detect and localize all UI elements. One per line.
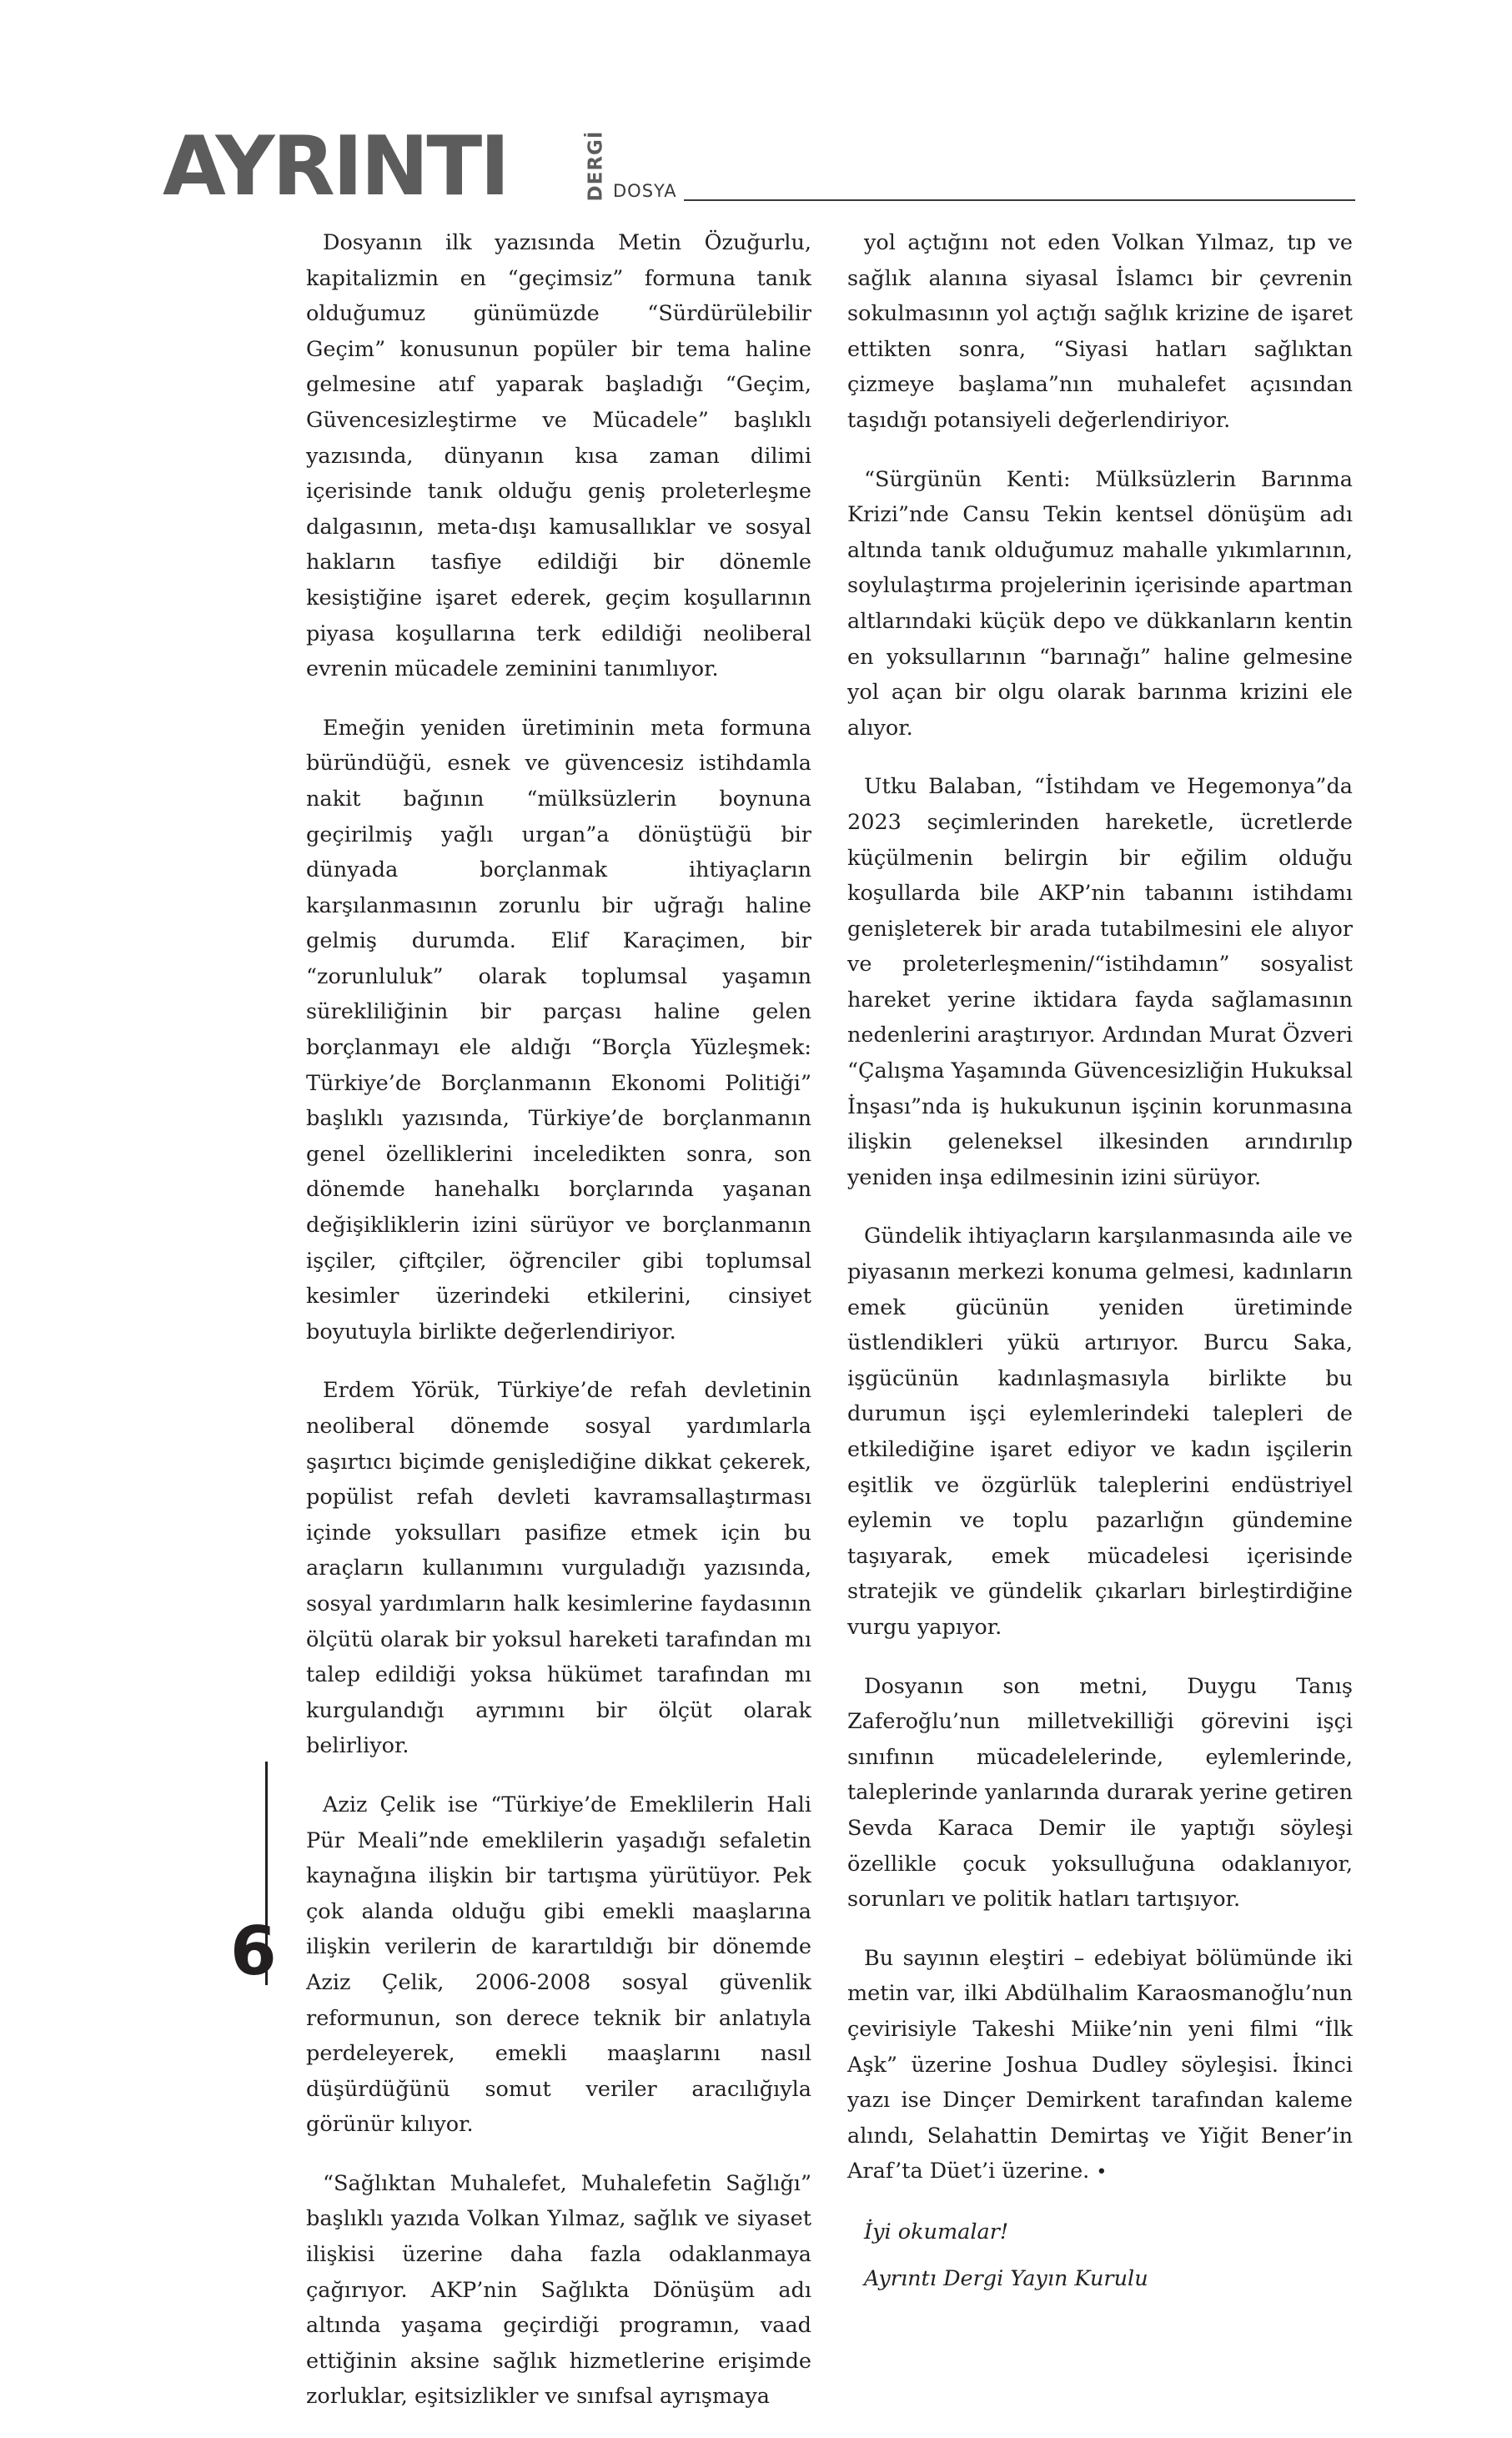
- magazine-logo: AYRINTI: [163, 119, 508, 214]
- magazine-logo-vertical: [584, 129, 607, 203]
- left-column: [306, 225, 811, 2438]
- paragraph: Erdem Yörük, Türkiye’de refah devletinin neoliberal dönemde sosyal yardımlarla şaşırtıcı biçimde genişlediğine dikkat çekerek, popülist refah devleti kavramsallaştırması içinde yoksulları pasifize etmek için bu araçların kullanımını vurguladığı yazısında, sosyal yardımların halk kesimlerine faydasının ölçütü olarak bir yoksul hareketi tarafından mı talep edildiği yoksa hükümet tarafından mı kurgulandığı ayrımını bir ölçüt olarak belirliyor.: [306, 1378, 811, 1759]
- paragraph: Emeğin yeniden üretiminin meta formuna büründüğü, esnek ve güvencesiz istihdamla nakit bağının “mülksüzlerin boynuna geçirilmiş yağlı urgan”a dönüştüğü bir dünyada borçlanmak ihtiyaçların karşılanmasının zorunlu bir uğrağı haline gelmiş durumda. Elif Karaçimen, bir “zorunluluk” olarak toplumsal yaşamın sürekliliğinin bir parçası haline gelen borçlanmayı ele aldığı “Borçla Yüzleşmek: Türkiye’de Borçlanmanın Ekonomi Politiği” başlıklı yazısında, Türkiye’de borçlanmanın genel özelliklerini inceledikten sonra, son dönemde hanehalkı borçlarında yaşanan değişikliklerin izini sürüyor ve borçlanmanın işçiler, çiftçiler, öğrenciler gibi toplumsal kesimler üzerindeki etkilerini, cinsiyet boyutuyla birlikte değerlendiriyor.: [306, 715, 811, 1345]
- logo-vertical-text: DERGİ: [585, 130, 607, 202]
- section-label: DOSYA: [613, 181, 677, 201]
- paragraph-last: [847, 1941, 1353, 2191]
- page-number: 6: [230, 1913, 277, 1990]
- paragraph: Dosyanın ilk yazısında Metin Özuğurlu, kapitalizmin en “geçimsiz” formuna tanık olduğumuz günümüzde “Sürdürülebilir Geçim” konusunun popüler bir tema haline gelmesine atıf yaparak başladığı “Geçim, Güvencesizleştirme ve Mücadele” başlıklı yazısında, dünyanın kısa zaman dilimi içerisinde tanık olduğu geniş proleterleşme dalgasının, meta-dışı kamusallıklar ve sosyal hakların tasfiye edildiği bir dönemle kesiştiğine işaret ederek, geçim koşullarının piyasa koşullarına terk edildiği neoliberal evrenin mücadele zeminini tanımlıyor.: [306, 230, 811, 682]
- closing-signature: Ayrıntı Dergi Yayın Kurulu: [864, 2266, 1148, 2292]
- right-column: [847, 225, 1353, 2309]
- header-rule: [684, 199, 1355, 201]
- paragraph: yol açtığını not eden Volkan Yılmaz, tıp ve sağlık alanına siyasal İslamcı bir çevrenin sokulmasının yol açtığı sağlık krizine de işaret ettikten sonra, “Siyasi hatları sağlıktan çizmeye başlama”nın muhalefet açısından taşıdığı potansiyeli değerlendiriyor.: [847, 230, 1353, 433]
- masthead: [163, 119, 1355, 214]
- paragraph: Utku Balaban, “İstihdam ve Hegemonya”da 2023 seçimlerinden hareketle, ücretlerde küçülmenin belirgin bir eğilim olduğu koşullarda bile AKP’nin tabanını istihdamı genişleterek bir arada tutabilmesini ele alıyor ve proleterleşmenin/“istihdamın” sosyalist hareket yerine iktidara fayda sağlamasının nedenlerini araştırıyor. Ardından Murat Özveri “Çalışma Yaşamında Güvencesizliğin Hukuksal İnşası”nda iş hukukunun işçinin korunmasına ilişkin geleneksel ilkesinden arındırılıp yeniden inşa edilmesinin izini sürüyor.: [847, 774, 1353, 1190]
- end-mark: •: [1096, 2162, 1108, 2184]
- paragraph-last-text: Bu sayının eleştiri – edebiyat bölümünde iki metin var, ilki Abdülhalim Karaosmanoğlu’nun çevirisiyle Takeshi Miike’nin yeni filmi “İlk Aşk” üzerine Joshua Dudley söyleşisi. İkinci yazı ise Dinçer Demirkent tarafından kaleme alındı, Selahattin Demirtaş ve Yiğit Bener’in Araf’ta Düet’i üzerine.: [847, 1945, 1353, 2184]
- paragraph: Dosyanın son metni, Duygu Tanış Zaferoğlu’nun milletvekilliği görevini işçi sınıfının mücadelelerinde, eylemlerinde, taleplerinde yanlarında durarak yerine getiren Sevda Karaca Demir ile yaptığı söyleşi özellikle çocuk yoksulluğuna odaklanıyor, sorunları ve politik hatları tartışıyor.: [847, 1673, 1353, 1913]
- paragraph: “Sürgünün Kenti: Mülksüzlerin Barınma Krizi”nde Cansu Tekin kentsel dönüşüm adı altında tanık olduğumuz mahalle yıkımlarının, soylulaştırma projelerinin içerisinde apartman altlarındaki küçük depo ve dükkanların kentin en yoksullarının “barınağı” haline gelmesine yol açan bir olgu olarak barınma krizini ele alıyor.: [847, 466, 1353, 741]
- paragraph: Gündelik ihtiyaçların karşılanmasında aile ve piyasanın merkezi konuma gelmesi, kadınların emek gücünün yeniden üretiminde üstlendikleri yükü artırıyor. Burcu Saka, işgücünün kadınlaşmasıyla birlikte bu durumun işçi eylemlerindeki talepleri de etkilediğine işaret ediyor ve kadın işçilerin eşitlik ve özgürlük taleplerini endüstriyel eylemin ve toplu pazarlığın gündemine taşıyarak, emek mücadelesi içerisinde stratejik ve gündelik çıkarları birleştirdiğine vurgu yapıyor.: [847, 1224, 1353, 1640]
- paragraph: “Sağlıktan Muhalefet, Muhalefetin Sağlığı” başlıklı yazıda Volkan Yılmaz, sağlık ve siyaset ilişkisi üzerine daha fazla odaklanmaya çağırıyor. AKP’nin Sağlıkta Dönüşüm adı altında yaşama geçirdiği programın, vaad ettiğinin aksine sağlık hizmetlerine erişimde zorluklar, eşitsizlikler ve sınıfsal ayrışmaya: [306, 2170, 811, 2410]
- paragraph: Aziz Çelik ise “Türkiye’de Emeklilerin Hali Pür Meali”nde emeklilerin yaşadığı sefaletin kaynağına ilişkin bir tartışma yürütüyor. Pek çok alanda olduğu gibi emekli maaşlarına ilişkin verilerin de karartıldığı bir dönemde Aziz Çelik, 2006-2008 sosyal güvenlik reformunun, son derece teknik bir anlatıyla perdeleyerek, emekli maaşlarını nasıl düşürdüğünü somut veriler aracılığıyla görünür kılıyor.: [306, 1792, 811, 2138]
- closing-greeting: İyi okumalar!: [864, 2219, 1009, 2244]
